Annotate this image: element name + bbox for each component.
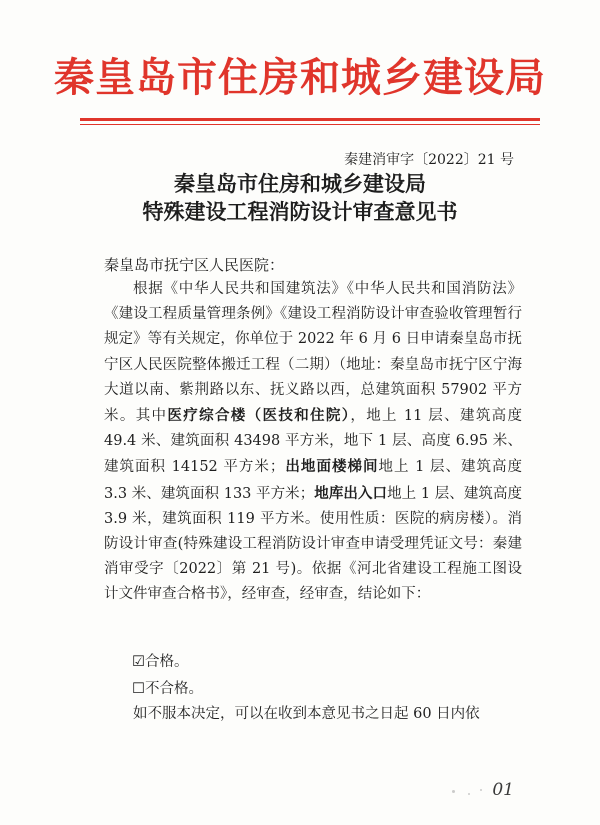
body-paragraph: [104, 277, 522, 608]
recipient: 秦皇岛市抚宁区人民医院：: [104, 256, 285, 274]
body-bold-stairwell: 出地面楼梯间: [284, 458, 379, 476]
document-number: 秦建消审字〔2022〕21 号: [344, 152, 514, 168]
header-rule-thick: [80, 118, 540, 121]
option-fail-unchecked: ☐不合格。: [132, 681, 203, 697]
body-text-part4: 地上 1 层、建筑高度 3.9 米，建筑面积 119 平方米。使用性质：医院的病房楼）。消防设计审查(特殊建设工程消防设计审查申请受理凭证文号：秦建消审受字〔2022〕第 21 号)。依据《河北省建设工程施工图设计文件审查合格书》，经审查，经审查，结论如下：: [104, 485, 523, 603]
document-title-line1: 秦皇岛市住房和城乡建设局: [174, 171, 426, 196]
scan-speck: [480, 789, 482, 791]
body-bold-garage-entrance: 地库出入口: [314, 484, 388, 502]
appeal-notice: 如不服本决定，可以在收到本意见书之日起 60 日内依: [133, 706, 480, 722]
body-text-part3: 地上 1 层、建筑高度 3.3 米、建筑面积 133 平方米；: [104, 459, 522, 502]
body-text-part1: 根据《中华人民共和国建筑法》《中华人民共和国消防法》《建设工程质量管理条例》《建设工程消防设计审查验收管理暂行规定》等有关规定，你单位于 2022 年 6 月 6 日申请秦皇岛市抚宁区人民医院整体搬迁工程（二期）（地址：秦皇岛市抚宁区宁海大道以南、紫荆路以东、抚义路以西，总建筑面积 57902 平方米。其中: [104, 281, 522, 425]
header-rule-thin: [80, 124, 540, 125]
scan-speck: [468, 793, 470, 795]
page-number: 01: [492, 780, 514, 800]
body-text-part2: ，地上 11 层、建筑高度 49.4 米、建筑面积 43498 平方米，地下 1 层、高度 6.95 米、建筑面积 14152 平方米；: [104, 408, 523, 476]
agency-header-title: 秦皇岛市住房和城乡建设局: [54, 54, 546, 101]
document-title-line2: 特殊建设工程消防设计审查意见书: [142, 199, 458, 224]
body-bold-building: 医疗综合楼（医技和住院）: [167, 407, 351, 425]
scan-speck: [452, 790, 455, 793]
option-pass-checked: ☑合格。: [132, 654, 189, 670]
